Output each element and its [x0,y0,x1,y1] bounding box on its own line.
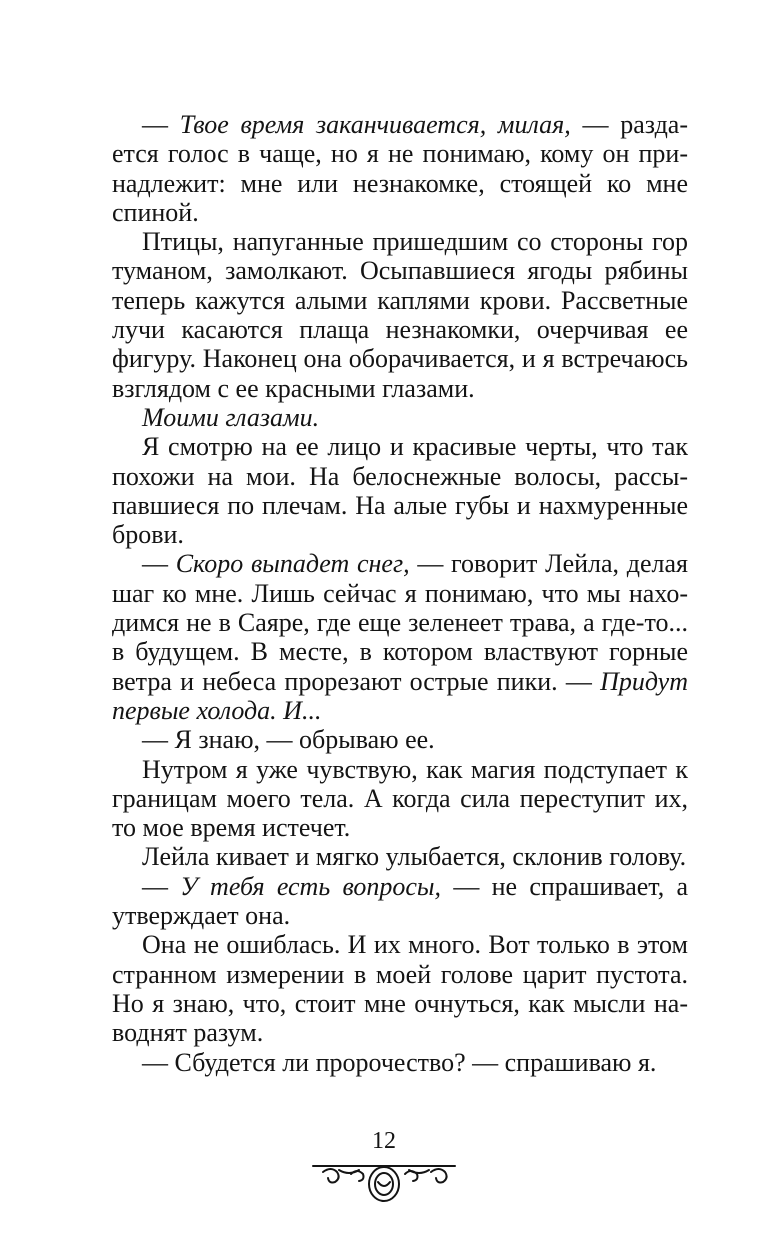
text-run: — [142,549,176,579]
paragraph [112,549,688,725]
paragraph [112,110,688,227]
paragraph [112,403,688,432]
text-run: — Я знаю, — обрываю ее. [142,725,435,755]
italic-text: Моими глазами. [142,402,320,432]
italic-text: У тебя есть вопросы, [180,871,442,901]
paragraph [112,842,688,871]
text-run: — [142,871,181,901]
text-run: — говорит Лейла, делая шаг ко мне. Лишь сейчас я понимаю, что мы находимся не в Саяре, где еще зеленеет трава, а где-то... в будущем. В месте, в котором властвуют горные ветра и небеса прорезают острые пики. — [112,549,688,696]
text-run: Нутром я уже чувствую, как магия подступает к границам моего тела. А когда сила переступит их, то мое время истечет. [112,754,688,843]
text-run: Лейла кивает и мягко улыбается, склонив голову. [142,842,687,872]
paragraph [112,227,688,403]
text-run: — раздается голос в чаще, но я не понимаю, кому он принадлежит: мне или незнакомке, стоящей ко мне спиной. [112,110,689,227]
text-run: — не спрашивает, а утверждает она. [112,871,689,931]
text-run: — Сбудется ли пророчество? — спрашиваю я. [142,1047,657,1077]
text-run: Я смотрю на ее лицо и красивые черты, что так похожи на мои. На белоснежные волосы, рассыпавшиеся по плечам. На алые губы и нахмуренные брови. [112,432,688,550]
paragraph [112,930,688,1047]
text-run: — [142,110,180,139]
text-run: Птицы, напуганные пришедшим со стороны гор туманом, замолкают. Осыпавшиеся ягоды рябины теперь кажутся алыми каплями крови. Рассветные лучи касаются плаща незнакомки, очерчивая ее фигуру. Наконец она оборачивается, и я встречаюсь взглядом с ее красными глазами. [112,227,688,403]
paragraph [112,432,688,549]
paragraph [112,725,688,754]
page-number: 12 [372,1128,396,1154]
italic-text: Придут первые холода. И... [112,666,688,725]
text-run: Она не ошиблась. И их много. Вот только в этом странном измерении в моей голове царит пустота. Но я знаю, что, стоит мне очнуться, как мысли наводнят разум. [112,930,688,1048]
paragraph [112,1048,688,1077]
page-footer [0,1128,768,1204]
paragraph [112,872,688,931]
italic-text: Твое время заканчивается, милая, [179,110,571,139]
scroll-ornament-icon [309,1158,459,1204]
italic-text: Скоро выпадет снег, [175,549,410,579]
body-text [112,110,688,1077]
paragraph [112,755,688,843]
